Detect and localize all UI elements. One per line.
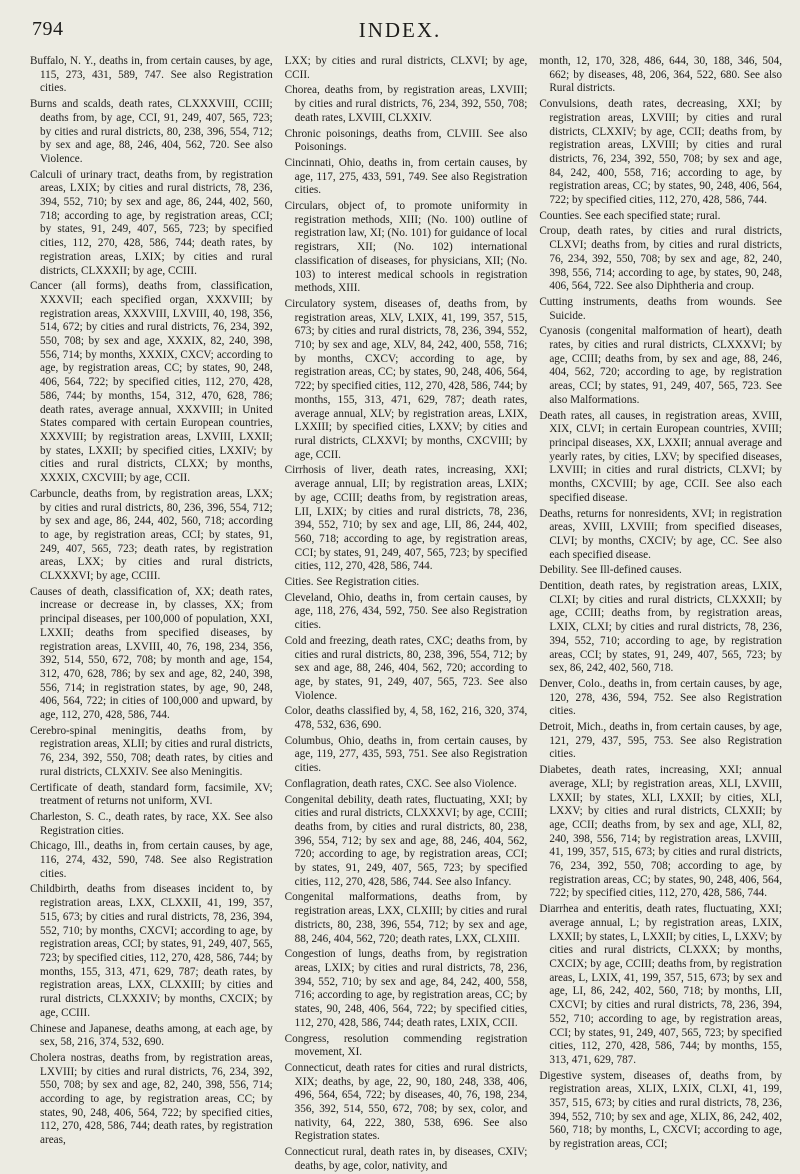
index-entry: Conflagration, death rates, CXC. See also Violence. [284, 777, 517, 790]
index-entry: Chinese and Japanese, deaths among, at each age, by sex, 58, 216, 374, 532, 690. [30, 1022, 273, 1049]
index-entry: Certificate of death, standard form, facsimile, XV; treatment of returns not uniform, XVI. [30, 781, 273, 808]
index-entry: Chorea, deaths from, by registration areas, LXVIII; by cities and rural districts, 76, 234, 392, 550, 708; death rates, LXVIII, CLXXIV. [284, 84, 528, 124]
page-header [28, 16, 772, 46]
index-entry: Circulatory system, diseases of, deaths from, by registration areas, XLV, LXIX, 41, 199, 357, 515, 673; by cities and rural districts, 78, 236, 394, 552, 710; by sex and age, XLV, 84, 242, 400, 558, 716; by months, CXCV; according to age, by registration areas, CC; by states, 90, 248, 406, 564, 722; by specified cities, 112, 270, 428, 586, 744; by months, 155, 313, 471, 629, 787; death rates, average annual, XLV; by registration areas, LXIX, LXXIII; by specified cities, LXXV; by cities and rural districts, CLXXVI; by months, CXCVIII; by age, CCII. [284, 297, 528, 461]
index-entry: Connecticut rural, death rates in, by diseases, CXIV; deaths, by age, color, nativity, and [284, 1146, 528, 1172]
index-entry: Diarrhea and enteritis, death rates, fluctuating, XXI; average annual, L; by registration areas, LXIX, LXXII; by states, L, LXXII; by cities, L, LXXV; by cities and rural districts, CLXXX; by months, CXCIX; by age, CCIII; deaths from, by registration areas, L, LXIX, 41, 199, 357, 515, 673; by sex and age, LI, 86, 242, 402, 560, 718; by months, LII, CXCVI; by cities and rural districts, 78, 236, 394, 552, 710; according to age, by registration areas, CCI; by states, 91, 249, 407, 565, 723; by specified cities, 112, 270, 428, 586, 744; by months, 155, 313, 471, 629, 787. [539, 903, 783, 1066]
index-entry: Cancer (all forms), deaths from, classification, XXXVII; each specified organ, XXXVIII; by registration areas, XXXVIII, LXVIII, 40, 198, 356, 514, 672; by cities and rural districts, 76, 234, 392, 550, 708; by sex and age, XXXIX, 82, 240, 398, 556, 714; by months, XXXIX, CXCV; according to age, by registration areas, CC; by states, 90, 248, 406, 564, 722; by specified cities, 112, 270, 428, 586, 744; by months, 154, 312, 470, 628, 786; death rates, average annual, XXXVIII; in United States compared with certain European countries, XXXVIII; by registration areas, LXVIII, LXXII; by states, LXXII; by specified cities, LXXIV; by cities and rural districts, CLXX; by months, XXXIX, CXCVIII; by age, CCII. [30, 280, 273, 485]
index-entry: Charleston, S. C., death rates, by race, XX. See also Registration cities. [30, 810, 273, 837]
index-entry: Buffalo, N. Y., deaths in, from certain causes, by age, 115, 273, 431, 589, 747. See also Registration cities. [30, 55, 273, 95]
index-entry: Cleveland, Ohio, deaths in, from certain causes, by age, 118, 276, 434, 592, 750. See also Registration cities. [284, 591, 528, 632]
index-entry: Cincinnati, Ohio, deaths in, from certain causes, by age, 117, 275, 433, 591, 749. See also Registration cities. [284, 156, 528, 197]
index-entry: Convulsions, death rates, decreasing, XXI; by registration areas, LXVIII; by cities and rural districts, CLXXIV; by age, CCII; deaths from, by registration areas, LXVIII; by cities and rural districts, 76, 234, 392, 550, 708; by sex and age, 84, 242, 400, 558, 716; according to age, by registration areas, CC; by states, 90, 248, 406, 564, 722; by specified cities, 112, 270, 428, 586, 744. [539, 98, 783, 207]
index-column-right [539, 55, 783, 1151]
index-entry: Congestion of lungs, deaths from, by registration areas, LXIX; by cities and rural districts, 78, 236, 394, 552, 710; by sex and age, 84, 242, 400, 558, 716; according to age, by registration areas, CC; by states, 90, 248, 406, 564, 722; by specified cities, 112, 270, 428, 586, 744; death rates, LXIX, CCII. [284, 948, 528, 1029]
index-entry: Debility. See Ill-defined causes. [539, 564, 682, 577]
index-entry: Causes of death, classification of, XX; death rates, increase or decrease in, by classes, XX; from principal diseases, per 100,000 of population, XXI, LXXII; deaths from specified diseases, by registration areas, LXVIII, 40, 76, 198, 234, 356, 392, 514, 550, 672, 708; by month and age, 154, 312, 470, 628, 786; by sex and age, 82, 240, 398, 556, 714; in registration states, by age, 90, 248, 406, 564, 722; in cities of 100,000 and upward, by age, 112, 270, 428, 586, 744. [30, 585, 273, 722]
running-title: INDEX. [358, 18, 442, 42]
index-entry: Deaths, returns for nonresidents, XVI; in registration areas, XVIII, LXVIII; from specified diseases, CLVI; by months, CXCIV; by age, CC. See also each specified disease. [539, 507, 783, 561]
index-entry: Congenital malformations, deaths from, by registration areas, LXX, CLXIII; by cities and rural districts, 80, 238, 396, 554, 712; by sex and age, 88, 246, 404, 562, 720; death rates, LXX, CLXIII. [284, 891, 528, 945]
index-entry: Color, deaths classified by, 4, 58, 162, 216, 320, 374, 478, 532, 636, 690. [284, 705, 528, 732]
index-column-left [30, 55, 273, 1147]
index-entry: Cities. See Registration cities. [284, 576, 420, 589]
index-entry: Connecticut, death rates for cities and rural districts, XIX; deaths, by age, 22, 90, 180, 248, 338, 406, 496, 564, 654, 722; by diseases, 40, 76, 198, 234, 356, 392, 514, 550, 672, 708; by sex, color, and nativity, 64, 222, 380, 538, 696. See also Registration states. [284, 1061, 528, 1143]
index-columns [30, 55, 783, 1172]
index-entry: Cholera nostras, deaths from, by registration areas, LXVIII; by cities and rural districts, 76, 234, 392, 550, 708; by sex and age, 82, 240, 398, 556, 714; according to age, by registration areas, CC; by states, 90, 248, 406, 564, 722; by specified cities, 112, 270, 428, 586, 744; death rates, by registration areas, [30, 1051, 273, 1147]
index-entry: Congress, resolution commending registration movement, XI. [284, 1032, 528, 1059]
index-entry: Cold and freezing, death rates, CXC; deaths from, by cities and rural districts, 80, 238, 396, 554, 712; by sex and age, 88, 246, 404, 562, 720; according to age, by states, 91, 249, 407, 565, 723. See also Violence. [284, 634, 528, 702]
index-entry: Childbirth, deaths from diseases incident to, by registration areas, LXX, CLXXII, 41, 199, 357, 515, 673; by cities and rural districts, 78, 236, 394, 552, 710; by months, CXCVI; according to age, by registration areas, CCI; by states, 91, 249, 407, 565, 723; by specified cities, 112, 270, 428, 586, 744; by months, 155, 313, 471, 629, 787; death rates, by registration areas, LXX, CLXXIII; by cities and rural districts, CLXXXIV; by months, CXCIX; by age, CCIII. [30, 883, 273, 1019]
index-entry: Carbuncle, deaths from, by registration areas, LXX; by cities and rural districts, 80, 236, 396, 554, 712; by sex and age, 86, 244, 402, 560, 718; according to age, by registration areas, CCI; by states, 91, 249, 407, 565, 723; death rates, by registration areas, LXX; by cities and rural districts, CLXXXVI; by age, CCIII. [30, 487, 273, 583]
index-entry: Congenital debility, death rates, fluctuating, XXI; by cities and rural districts, CLXXXVI; by age, CCIII; deaths from, by cities and rural districts, 80, 238, 396, 554, 712; by sex and age, 88, 246, 404, 562, 720; according to age, by registration areas, CCI; by states, 91, 249, 407, 565, 723; by specified cities, 112, 270, 428, 586, 744. See also Infancy. [284, 793, 528, 888]
index-entry: Cirrhosis of liver, death rates, increasing, XXI; average annual, LII; by registration areas, LXIX; by age, CCIII; deaths from, by registration areas, LII, LXIX; by cities and rural districts, 78, 236, 394, 552, 710; by sex and age, LII, 86, 244, 402, 560, 718; according to age, by registration areas, CCI; by states, 91, 249, 407, 565, 723; by specified cities, 112, 270, 428, 586, 744. [284, 464, 528, 573]
index-entry: Diabetes, death rates, increasing, XXI; annual average, XLI; by registration areas, XLI, LXVIII, LXXII; by states, XLI, LXXII; by cities, XLI, LXXV; by cities and rural districts, CLXXII; by age, CCII; deaths from, by sex and age, XLI, 82, 240, 398, 556, 714; by registration areas, LXVIII, 41, 199, 357, 515, 673; by cities and rural districts, 76, 234, 392, 550, 708; according to age, by registration areas, CC; by states, 90, 248, 406, 564, 722; by specified cities, 112, 270, 428, 586, 744. [539, 764, 783, 900]
index-entry: LXX; by cities and rural districts, CLXVI; by age, CCII. [284, 55, 528, 81]
index-entry: Chronic poisonings, deaths from, CLVIII. See also Poisonings. [284, 127, 528, 154]
index-entry: Detroit, Mich., deaths in, from certain causes, by age, 121, 279, 437, 595, 753. See also Registration cities. [539, 721, 783, 761]
index-entry: Circulars, object of, to promote uniformity in registration methods, XIII; (No. 100) outline of registration law, XI; (No. 101) for guidance of local registrars, XII; (No. 102) international classification of diseases, for physicians, XII; (No. 103) to interest medical schools in registration methods, XIII. [284, 200, 528, 295]
index-entry: Chicago, Ill., deaths in, from certain causes, by age, 116, 274, 432, 590, 748. See also Registration cities. [30, 840, 273, 880]
index-entry: Cyanosis (congenital malformation of heart), death rates, by cities and rural districts, CLXXXVI; by age, CCIII; deaths from, by sex and age, 88, 246, 404, 562, 720; according to age, by registration areas, CCI; by states, 91, 249, 407, 565, 723. See also Malformations. [539, 325, 783, 406]
index-entry: Cutting instruments, deaths from wounds. See Suicide. [539, 295, 783, 322]
index-entry: Denver, Colo., deaths in, from certain causes, by age, 120, 278, 436, 594, 752. See also Registration cities. [539, 677, 783, 718]
index-column-middle [284, 55, 528, 1172]
index-entry: Calculi of urinary tract, deaths from, by registration areas, LXIX; by cities and rural districts, 78, 236, 394, 552, 710; by sex and age, 86, 244, 402, 560, 718; according to age, by registration areas, CCI; by states, 91, 249, 407, 565, 723; by specified cities, 112, 270, 428, 586, 744; death rates, by registration areas, LXIX; by cities and rural districts, CLXXXII; by age, CCIII. [30, 168, 273, 277]
index-entry: Dentition, death rates, by registration areas, LXIX, CLXI; by cities and rural districts, CLXXXII; by age, CCIII; deaths from, by registration areas, LXIX, CLXI; by cities and rural districts, 78, 236, 394, 552, 710; according to age, by registration areas, CCI; by states, 91, 249, 407, 565, 723; by sex, 86, 242, 402, 560, 718. [539, 580, 783, 675]
index-entry: Columbus, Ohio, deaths in, from certain causes, by age, 119, 277, 435, 593, 751. See also Registration cities. [284, 734, 528, 775]
index-entry: Croup, death rates, by cities and rural districts, CLXVI; deaths from, by cities and rural districts, 76, 234, 392, 550, 708; by sex and age, 82, 240, 398, 556, 714; according to age, by states, 90, 248, 406, 564, 722. See also Diphtheria and croup. [539, 225, 783, 293]
index-entry: Burns and scalds, death rates, CLXXXVIII, CCIII; deaths from, by age, CCI, 91, 249, 407, 565, 723; by cities and rural districts, 80, 238, 396, 554, 712; by sex and age, 88, 246, 404, 562, 720. See also Violence. [30, 98, 273, 165]
index-entry: Digestive system, diseases of, deaths from, by registration areas, XLIX, LXIX, CLXI, 41, 199, 357, 515, 673; by cities and rural districts, 78, 236, 394, 552, 710; by sex and age, XLIX, 86, 242, 402, 560, 718; by months, L, CXCVI; according to age, by registration areas, CCI; [539, 1069, 783, 1151]
index-entry: month, 12, 170, 328, 486, 644, 30, 188, 346, 504, 662; by diseases, 48, 206, 364, 522, 680. See also Rural districts. [539, 55, 783, 95]
index-entry: Counties. See each specified state; rural. [539, 209, 721, 222]
page-number: 794 [32, 18, 64, 40]
index-entry: Cerebro-spinal meningitis, deaths from, by registration areas, XLII; by cities and rural districts, 76, 234, 392, 550, 708; death rates, by cities and rural districts, CLXXIV. See also Meningitis. [30, 724, 273, 778]
index-entry: Death rates, all causes, in registration areas, XVIII, XIX, CLVI; in certain European countries, XVIII; principal diseases, XX, LXXII; annual average and yearly rates, by cities, LXV; by specified diseases, LXVIII; in cities and rural districts, CLXVI; by months, CXCVIII; by age, CCII. See also each specified disease. [539, 409, 783, 504]
